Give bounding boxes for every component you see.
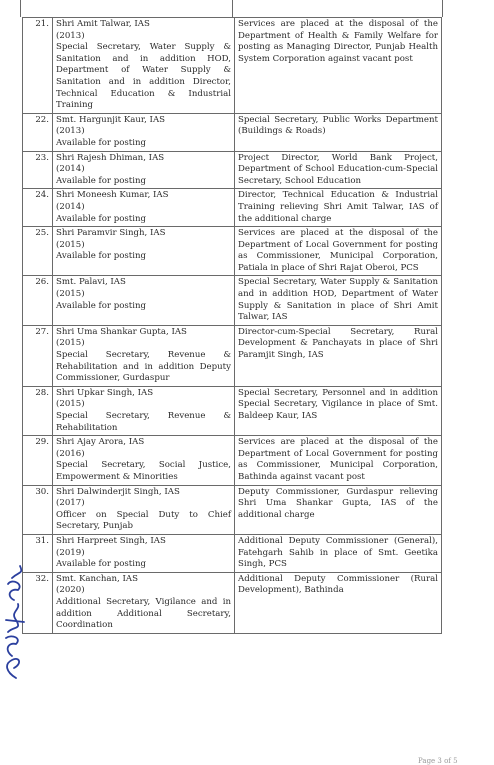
officer-cell: [53, 485, 235, 534]
batch-year: (2014): [56, 201, 85, 212]
new-posting: Services are placed at the disposal of the Department of Local Government for posting as Commissioner, Municipal Corporation, Patiala in place of Shri Rajat Oberoi, PCS: [235, 227, 442, 276]
officer-name: Shri Dalwinderjit Singh, IAS: [56, 486, 180, 497]
new-posting: Special Secretary, Public Works Department (Buildings & Roads): [235, 113, 442, 151]
serial-number: 29.: [23, 436, 53, 485]
current-posting: Officer on Special Duty to Chief Secretary, Punjab: [56, 509, 234, 532]
current-posting: Available for posting: [56, 137, 147, 148]
current-posting: Special Secretary, Water Supply & Sanitation and in addition HOD, Department of Water Supply & Sanitation and in addition Director, Technical Education & Industrial Training: [56, 42, 234, 111]
officer-cell: [53, 534, 235, 572]
officer-cell: [53, 436, 235, 485]
table-row: [23, 227, 442, 276]
new-posting: Services are placed at the disposal of the Department of Local Government for posting as Commissioner, Municipal Corporation, Bathinda against vacant post: [235, 436, 442, 485]
batch-year: (2015): [56, 289, 85, 300]
current-posting: Special Secretary, Revenue & Rehabilitation: [56, 411, 234, 433]
serial-number: 21.: [23, 18, 53, 114]
serial-number: 28.: [23, 386, 53, 435]
current-posting: Additional Secretary, Vigilance and in addition Additional Secretary, Coordination: [56, 596, 234, 631]
serial-number: 31.: [23, 534, 53, 572]
current-posting: Special Secretary, Social Justice, Empowerment & Minorities: [56, 460, 234, 482]
current-posting: Available for posting: [56, 213, 147, 224]
serial-number: 23.: [23, 151, 53, 189]
batch-year: (2019): [56, 547, 85, 558]
officer-cell: [53, 276, 235, 325]
batch-year: (2015): [56, 239, 85, 250]
new-posting: Additional Deputy Commissioner (General), Fatehgarh Sahib in place of Smt. Geetika Singh, PCS: [235, 534, 442, 572]
postings-table: [22, 17, 442, 634]
current-posting: Special Secretary, Revenue & Rehabilitation and in addition Deputy Commissioner, Gurdaspur: [56, 350, 234, 384]
table-row: [23, 18, 442, 114]
serial-number: 24.: [23, 189, 53, 227]
table-row: [23, 485, 442, 534]
serial-number: 32.: [23, 572, 53, 633]
batch-year: (2013): [56, 30, 85, 41]
current-posting: Available for posting: [56, 559, 147, 570]
batch-year: (2020): [56, 585, 85, 596]
table-row: [23, 572, 442, 633]
officer-cell: [53, 227, 235, 276]
batch-year: (2015): [56, 399, 85, 410]
new-posting: Services are placed at the disposal of the Department of Health & Family Welfare for posting as Managing Director, Punjab Health System Corporation against vacant post: [235, 18, 442, 114]
table-row: [23, 276, 442, 325]
postings-table-body: [23, 18, 442, 634]
table-edge-middle: [232, 0, 233, 17]
new-posting: Director-cum-Special Secretary, Rural Development & Panchayats in place of Shri Paramjit Singh, IAS: [235, 325, 442, 386]
current-posting: Available for posting: [56, 300, 147, 311]
table-row: [23, 386, 442, 435]
new-posting: Director, Technical Education & Industrial Training relieving Shri Amit Talwar, IAS of the additional charge: [235, 189, 442, 227]
officer-name: Shri Amit Talwar, IAS: [56, 19, 150, 29]
batch-year: (2015): [56, 338, 85, 349]
table-row: [23, 436, 442, 485]
serial-number: 22.: [23, 113, 53, 151]
officer-cell: [53, 325, 235, 386]
page-number: Page 3 of 5: [418, 757, 458, 765]
officer-name: Smt. Hargunjit Kaur, IAS: [56, 114, 166, 125]
current-posting: Available for posting: [56, 175, 147, 186]
new-posting: Special Secretary, Personnel and in addition Special Secretary, Vigilance in place of Smt. Baldeep Kaur, IAS: [235, 386, 442, 435]
new-posting: Special Secretary, Water Supply & Sanitation and in addition HOD, Department of Water Supply & Sanitation in place of Shri Amit Talwar, IAS: [235, 276, 442, 325]
current-posting: Available for posting: [56, 251, 147, 262]
officer-name: Shri Rajesh Dhiman, IAS: [56, 152, 165, 163]
new-posting: Project Director, World Bank Project, Department of School Education-cum-Special Secretary, School Education: [235, 151, 442, 189]
serial-number: 30.: [23, 485, 53, 534]
table-row: [23, 151, 442, 189]
officer-name: Shri Uma Shankar Gupta, IAS: [56, 326, 187, 337]
officer-cell: [53, 386, 235, 435]
batch-year: (2017): [56, 498, 85, 509]
table-edge-left: [20, 0, 21, 17]
officer-name: Shri Ajay Arora, IAS: [56, 437, 145, 448]
handwritten-signature: [0, 560, 34, 680]
officer-name: Shri Upkar Singh, IAS: [56, 387, 154, 398]
new-posting: Deputy Commissioner, Gurdaspur relieving Shri Uma Shankar Gupta, IAS of the additional charge: [235, 485, 442, 534]
new-posting: Additional Deputy Commissioner (Rural Development), Bathinda: [235, 572, 442, 633]
officer-cell: [53, 18, 235, 114]
table-row: [23, 113, 442, 151]
officer-cell: [53, 189, 235, 227]
table-edge-right: [442, 0, 443, 17]
officer-cell: [53, 151, 235, 189]
officer-cell: [53, 113, 235, 151]
serial-number: 27.: [23, 325, 53, 386]
serial-number: 25.: [23, 227, 53, 276]
officer-name: Smt. Kanchan, IAS: [56, 573, 138, 584]
batch-year: (2013): [56, 126, 85, 137]
batch-year: (2014): [56, 164, 85, 175]
officer-name: Shri Paramvir Singh, IAS: [56, 228, 166, 239]
officer-name: Smt. Palavi, IAS: [56, 277, 126, 288]
table-row: [23, 189, 442, 227]
batch-year: (2016): [56, 448, 85, 459]
table-row: [23, 534, 442, 572]
officer-cell: [53, 572, 235, 633]
table-row: [23, 325, 442, 386]
officer-name: Shri Harpreet Singh, IAS: [56, 535, 166, 546]
serial-number: 26.: [23, 276, 53, 325]
officer-name: Shri Moneesh Kumar, IAS: [56, 190, 169, 201]
